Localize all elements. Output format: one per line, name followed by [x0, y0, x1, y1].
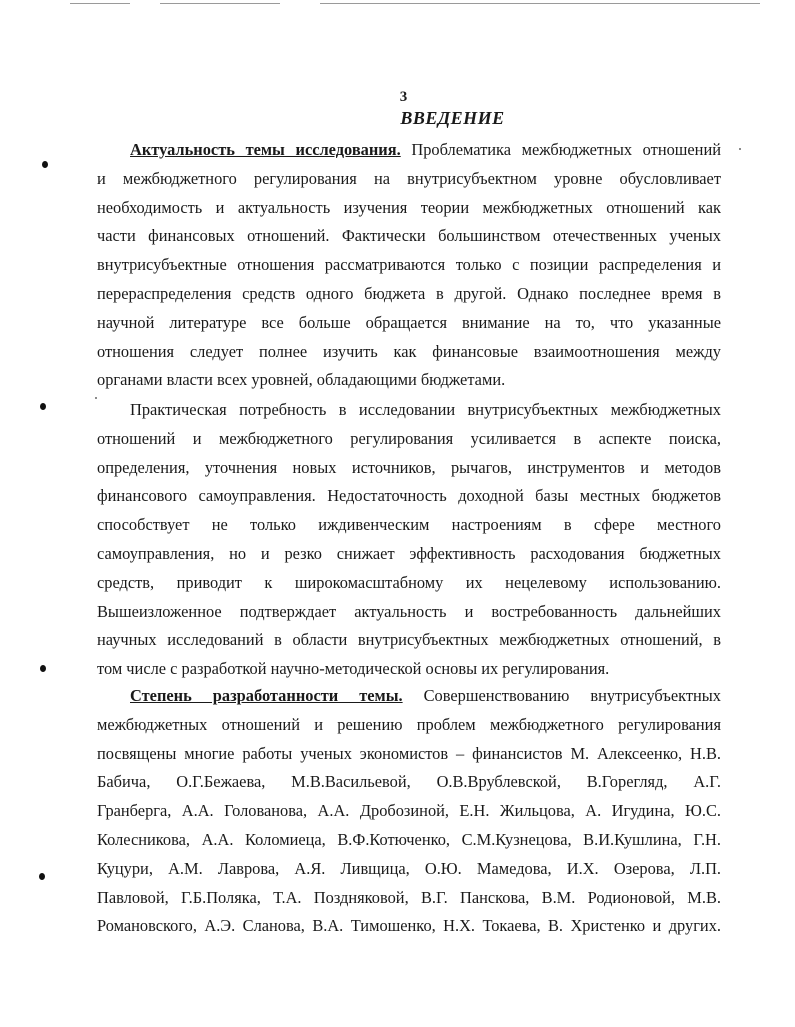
text-line: части финансовых отношений. Фактически большинством отечественных ученых [97, 226, 721, 246]
text-line: Степень разработанности темы. Совершенствованию внутрисубъектных [130, 686, 721, 705]
text-line: посвящены многие работы ученых экономистов – финансистов М. Алексеенко, Н.В. [97, 743, 721, 763]
page-heading: ВВЕДЕНИЕ [400, 108, 505, 128]
text-line: Актуальность темы исследования. Проблематика межбюджетных отношений [130, 140, 721, 159]
text-line: способствует не только иждивенческим настроениям в сфере местного [97, 515, 721, 535]
binding-hole-mark [39, 873, 45, 880]
text-line: органами власти всех уровней, обладающими бюджетами. [97, 370, 506, 390]
binding-hole-mark [42, 161, 48, 168]
text-line: Павловой, Г.Б.Поляка, Т.А. Поздняковой, В.Г. Панскова, В.М. Родионовой, М.В. [97, 887, 721, 907]
section-lead: Актуальность темы исследования. [130, 140, 401, 159]
page-number: 3 [399, 89, 408, 105]
text-line: самоуправления, но и резко снижает эффективность расходования бюджетных [97, 543, 721, 563]
text-line: межбюджетных отношений и решению проблем межбюджетного регулирования [97, 714, 721, 734]
text-line: определения, уточнения новых источников, рычагов, инструментов и методов [97, 457, 721, 477]
text-line: том числе с разработкой научно-методической основы их регулирования. [97, 659, 610, 679]
binding-hole-mark [40, 403, 46, 410]
text-line: отношений и межбюджетного регулирования усиливается в аспекте поиска, [97, 428, 721, 448]
text-line: Вышеизложенное подтверждает актуальность и востребованность дальнейших [97, 601, 721, 621]
text-line: Гранберга, А.А. Голованова, А.А. Дробозиной, Е.Н. Жильцова, А. Игудина, Ю.С. [97, 801, 721, 821]
scan-speck [739, 148, 741, 150]
text-line: научных исследований в области внутрисубъектных межбюджетных отношений, в [97, 630, 721, 650]
text-line: необходимость и актуальность изучения теории межбюджетных отношений как [97, 197, 721, 217]
text-line: научной литературе все больше обращается внимание на то, что указанные [97, 312, 721, 332]
scan-edge-artifact [0, 0, 795, 8]
text-line: средств, приводит к широкомасштабному их нецелевому использованию. [97, 572, 721, 592]
text-line: Колесникова, А.А. Коломиеца, В.Ф.Котюченко, С.М.Кузнецова, В.И.Кушлина, Г.Н. [97, 829, 721, 849]
paragraph-relevance [97, 136, 721, 395]
paragraph-degree-of-development [97, 682, 721, 941]
section-lead: Степень разработанности темы. [130, 686, 403, 705]
text-line: Бабича, О.Г.Бежаева, М.В.Васильевой, О.В.Врублевской, В.Горегляд, А.Г. [97, 772, 721, 792]
text-line: перераспределения средств одного бюджета в другой. Однако последнее время в [97, 283, 721, 303]
paragraph-practical-need [97, 396, 721, 684]
text-line: Куцури, А.М. Лаврова, А.Я. Ливщица, О.Ю. Мамедова, И.Х. Озерова, Л.П. [97, 858, 721, 878]
text-line: отношения следует полнее изучить как финансовые взаимоотношения между [97, 341, 721, 361]
text-line: Практическая потребность в исследовании внутрисубъектных межбюджетных [130, 400, 721, 419]
text-line: внутрисубъектные отношения рассматриваются только с позиции распределения и [97, 255, 721, 275]
text-line: Романовского, А.Э. Сланова, В.А. Тимошенко, Н.Х. Токаева, В. Христенко и других. [97, 916, 721, 936]
binding-hole-mark [40, 665, 46, 672]
text-line: и межбюджетного регулирования на внутрисубъектном уровне обусловливает [97, 168, 721, 188]
text-line: финансового самоуправления. Недостаточность доходной базы местных бюджетов [97, 486, 721, 506]
